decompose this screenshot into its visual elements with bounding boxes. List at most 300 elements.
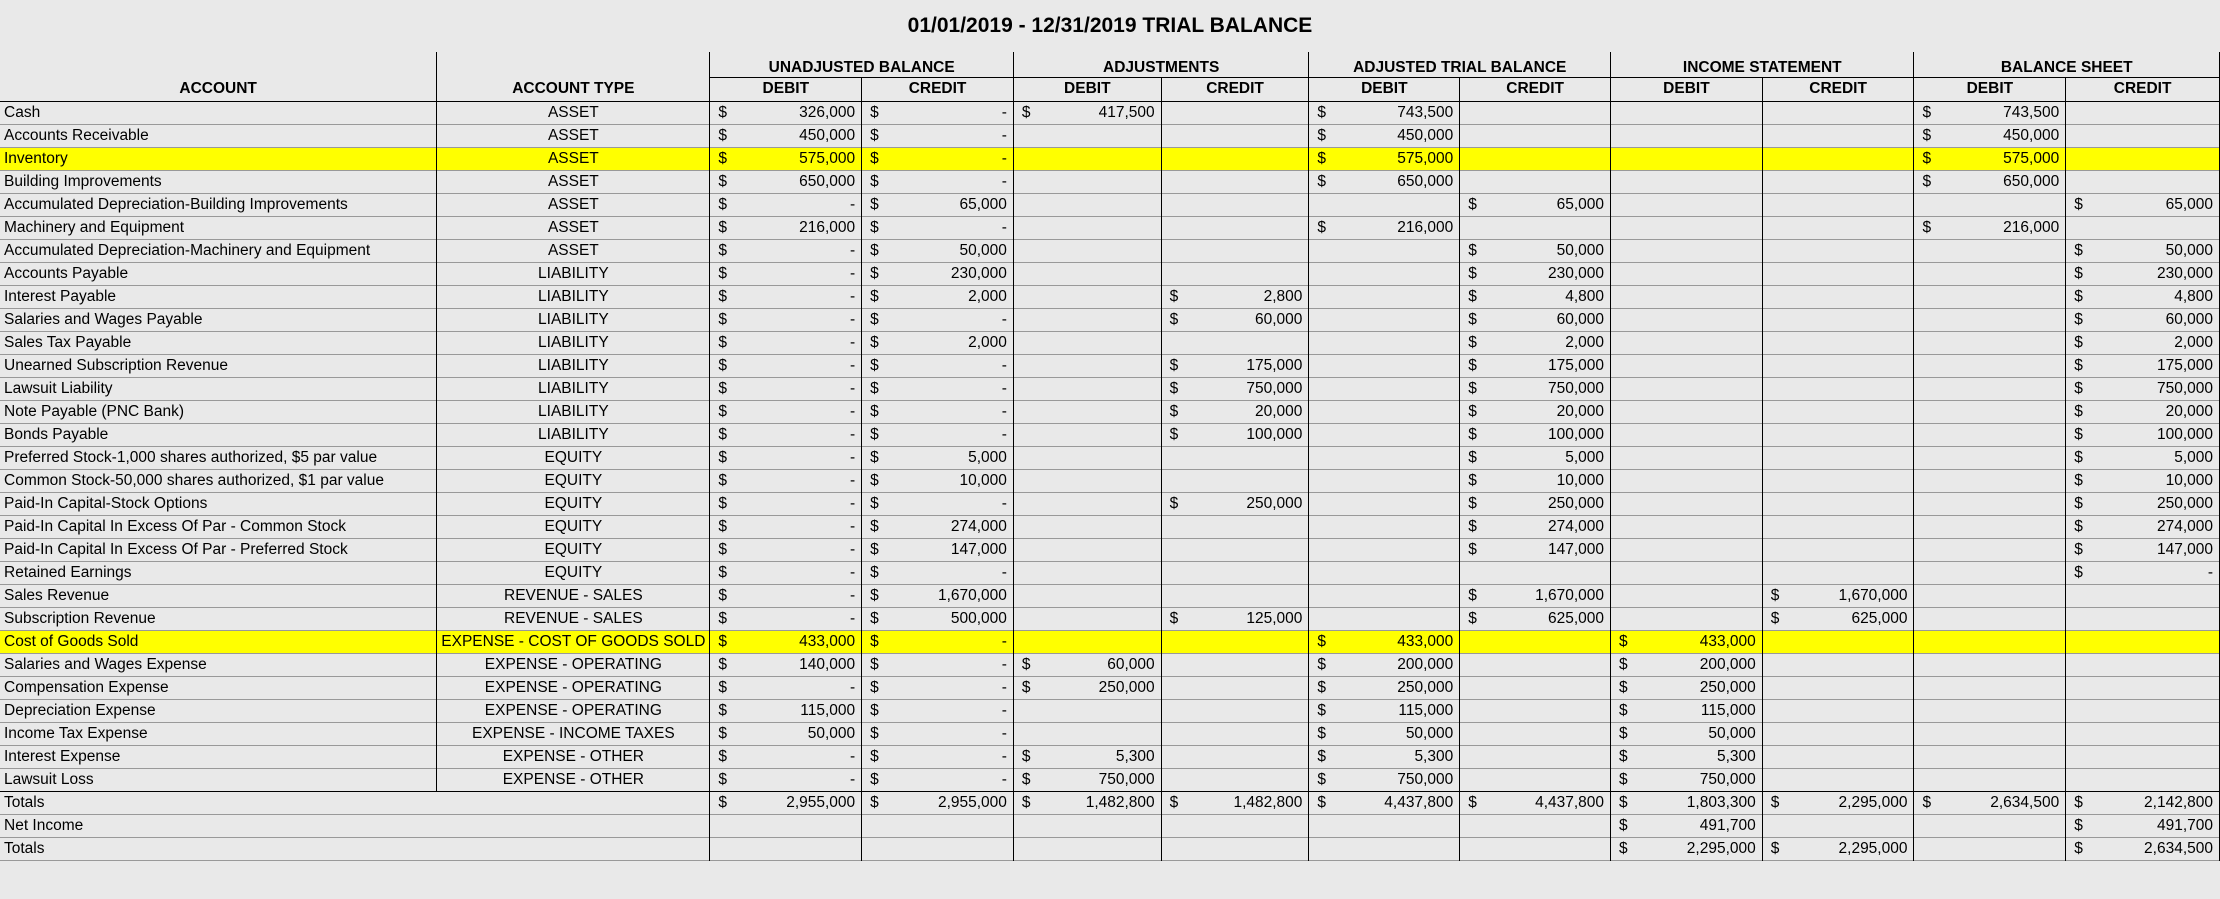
is-debit-cell[interactable] [1611,285,1763,308]
account-name-cell[interactable]: Preferred Stock-1,000 shares authorized, $5 par value [0,446,437,469]
account-type-cell[interactable]: REVENUE - SALES [437,607,710,630]
atb-debit-cell[interactable] [1309,745,1460,768]
atb-credit-cell[interactable] [1460,285,1611,308]
account-name-cell[interactable]: Lawsuit Loss [0,768,437,791]
adj-debit-cell[interactable] [1013,561,1161,584]
is-credit-cell[interactable] [1762,193,1914,216]
unadj-credit-cell[interactable] [862,722,1014,745]
account-name-cell[interactable]: Building Improvements [0,170,437,193]
bs-credit-cell[interactable] [2066,193,2220,216]
bs-debit-cell[interactable] [1914,653,2066,676]
is-credit-cell[interactable] [1762,101,1914,124]
bs-debit-cell[interactable] [1914,170,2066,193]
account-type-cell[interactable]: EXPENSE - OPERATING [437,699,710,722]
bs-debit-cell[interactable] [1914,630,2066,653]
bs-credit-cell[interactable] [2066,699,2220,722]
account-name-cell[interactable]: Cost of Goods Sold [0,630,437,653]
atb-credit-cell[interactable] [1460,630,1611,653]
account-type-cell[interactable]: EQUITY [437,515,710,538]
unadj-debit-cell[interactable] [710,630,862,653]
unadj-credit-cell[interactable] [862,446,1014,469]
unadj-credit-cell[interactable] [862,400,1014,423]
atb-debit-cell[interactable] [1309,676,1460,699]
adj-debit-cell[interactable] [1013,193,1161,216]
is-credit-cell[interactable] [1762,768,1914,791]
bs-credit-cell[interactable] [2066,561,2220,584]
account-type-cell[interactable]: EQUITY [437,469,710,492]
unadj-credit-cell[interactable] [862,354,1014,377]
adj-debit-cell[interactable] [1013,515,1161,538]
unadj-credit-cell[interactable] [862,308,1014,331]
atb-credit-cell[interactable] [1460,837,1611,860]
is-debit-cell[interactable] [1611,630,1763,653]
account-name-cell[interactable]: Accumulated Depreciation-Building Improvements [0,193,437,216]
is-credit-cell[interactable] [1762,837,1914,860]
atb-debit-cell[interactable] [1309,170,1460,193]
account-name-cell[interactable]: Cash [0,101,437,124]
atb-credit-cell[interactable] [1460,699,1611,722]
account-name-cell[interactable]: Subscription Revenue [0,607,437,630]
is-credit-cell[interactable] [1762,147,1914,170]
is-debit-cell[interactable] [1611,354,1763,377]
bs-debit-cell[interactable] [1914,722,2066,745]
is-credit-cell[interactable] [1762,239,1914,262]
atb-debit-cell[interactable] [1309,630,1460,653]
adj-debit-cell[interactable] [1013,400,1161,423]
adj-debit-cell[interactable] [1013,676,1161,699]
account-type-cell[interactable]: EXPENSE - OTHER [437,768,710,791]
adj-credit-cell[interactable] [1161,538,1309,561]
account-type-cell[interactable]: LIABILITY [437,354,710,377]
account-type-cell[interactable]: ASSET [437,124,710,147]
atb-credit-cell[interactable] [1460,170,1611,193]
is-credit-cell[interactable] [1762,745,1914,768]
is-credit-cell[interactable] [1762,630,1914,653]
atb-debit-cell[interactable] [1309,193,1460,216]
bs-credit-cell[interactable] [2066,170,2220,193]
adj-credit-cell[interactable] [1161,354,1309,377]
is-debit-cell[interactable] [1611,423,1763,446]
is-credit-cell[interactable] [1762,653,1914,676]
unadj-debit-cell[interactable] [710,745,862,768]
atb-credit-cell[interactable] [1460,354,1611,377]
account-name-cell[interactable]: Totals [0,791,437,814]
bs-debit-cell[interactable] [1914,354,2066,377]
bs-debit-cell[interactable] [1914,745,2066,768]
account-name-cell[interactable]: Accumulated Depreciation-Machinery and Equipment [0,239,437,262]
bs-credit-cell[interactable] [2066,354,2220,377]
bs-credit-cell[interactable] [2066,446,2220,469]
unadj-debit-cell[interactable] [710,147,862,170]
account-name-cell[interactable]: Paid-In Capital-Stock Options [0,492,437,515]
is-credit-cell[interactable] [1762,216,1914,239]
atb-credit-cell[interactable] [1460,423,1611,446]
account-name-cell[interactable]: Accounts Payable [0,262,437,285]
atb-credit-cell[interactable] [1460,814,1611,837]
adj-debit-cell[interactable] [1013,469,1161,492]
adj-credit-cell[interactable] [1161,124,1309,147]
unadj-debit-cell[interactable] [710,722,862,745]
account-name-cell[interactable]: Lawsuit Liability [0,377,437,400]
bs-debit-cell[interactable] [1914,262,2066,285]
adj-debit-cell[interactable] [1013,354,1161,377]
is-debit-cell[interactable] [1611,515,1763,538]
unadj-debit-cell[interactable] [710,561,862,584]
atb-debit-cell[interactable] [1309,699,1460,722]
bs-credit-cell[interactable] [2066,377,2220,400]
bs-credit-cell[interactable] [2066,607,2220,630]
unadj-debit-cell[interactable] [710,538,862,561]
atb-credit-cell[interactable] [1460,308,1611,331]
unadj-credit-cell[interactable] [862,331,1014,354]
adj-credit-cell[interactable] [1161,262,1309,285]
adj-debit-cell[interactable] [1013,285,1161,308]
account-type-cell[interactable]: EQUITY [437,446,710,469]
is-credit-cell[interactable] [1762,699,1914,722]
bs-credit-cell[interactable] [2066,285,2220,308]
atb-debit-cell[interactable] [1309,331,1460,354]
account-type-cell[interactable]: ASSET [437,193,710,216]
account-name-cell[interactable]: Retained Earnings [0,561,437,584]
bs-credit-cell[interactable] [2066,837,2220,860]
adj-debit-cell[interactable] [1013,446,1161,469]
unadj-debit-cell[interactable] [710,653,862,676]
adj-credit-cell[interactable] [1161,561,1309,584]
account-name-cell[interactable]: Salaries and Wages Expense [0,653,437,676]
adj-debit-cell[interactable] [1013,538,1161,561]
adj-debit-cell[interactable] [1013,308,1161,331]
account-type-cell[interactable]: EQUITY [437,538,710,561]
is-credit-cell[interactable] [1762,124,1914,147]
adj-debit-cell[interactable] [1013,814,1161,837]
is-debit-cell[interactable] [1611,745,1763,768]
atb-credit-cell[interactable] [1460,676,1611,699]
account-type-cell[interactable]: EXPENSE - OPERATING [437,653,710,676]
atb-debit-cell[interactable] [1309,216,1460,239]
bs-credit-cell[interactable] [2066,538,2220,561]
adj-debit-cell[interactable] [1013,147,1161,170]
adj-credit-cell[interactable] [1161,653,1309,676]
bs-credit-cell[interactable] [2066,584,2220,607]
account-type-cell[interactable] [437,814,710,837]
unadj-credit-cell[interactable] [862,469,1014,492]
atb-credit-cell[interactable] [1460,262,1611,285]
atb-credit-cell[interactable] [1460,538,1611,561]
unadj-debit-cell[interactable] [710,124,862,147]
adj-credit-cell[interactable] [1161,377,1309,400]
atb-debit-cell[interactable] [1309,653,1460,676]
is-debit-cell[interactable] [1611,653,1763,676]
is-debit-cell[interactable] [1611,791,1763,814]
is-debit-cell[interactable] [1611,492,1763,515]
adj-credit-cell[interactable] [1161,745,1309,768]
adj-credit-cell[interactable] [1161,423,1309,446]
account-name-cell[interactable]: Unearned Subscription Revenue [0,354,437,377]
is-debit-cell[interactable] [1611,584,1763,607]
adj-debit-cell[interactable] [1013,630,1161,653]
unadj-debit-cell[interactable] [710,676,862,699]
account-type-cell[interactable]: EXPENSE - OTHER [437,745,710,768]
account-type-cell[interactable]: LIABILITY [437,262,710,285]
is-debit-cell[interactable] [1611,400,1763,423]
unadj-debit-cell[interactable] [710,170,862,193]
is-credit-cell[interactable] [1762,791,1914,814]
is-debit-cell[interactable] [1611,170,1763,193]
bs-debit-cell[interactable] [1914,124,2066,147]
is-debit-cell[interactable] [1611,469,1763,492]
is-debit-cell[interactable] [1611,607,1763,630]
unadj-credit-cell[interactable] [862,699,1014,722]
atb-debit-cell[interactable] [1309,722,1460,745]
is-debit-cell[interactable] [1611,561,1763,584]
is-credit-cell[interactable] [1762,377,1914,400]
bs-credit-cell[interactable] [2066,423,2220,446]
bs-credit-cell[interactable] [2066,653,2220,676]
account-name-cell[interactable]: Salaries and Wages Payable [0,308,437,331]
is-credit-cell[interactable] [1762,469,1914,492]
atb-debit-cell[interactable] [1309,446,1460,469]
is-credit-cell[interactable] [1762,492,1914,515]
atb-credit-cell[interactable] [1460,446,1611,469]
adj-credit-cell[interactable] [1161,446,1309,469]
adj-credit-cell[interactable] [1161,699,1309,722]
bs-debit-cell[interactable] [1914,400,2066,423]
is-debit-cell[interactable] [1611,193,1763,216]
adj-debit-cell[interactable] [1013,239,1161,262]
atb-debit-cell[interactable] [1309,308,1460,331]
unadj-debit-cell[interactable] [710,285,862,308]
atb-credit-cell[interactable] [1460,101,1611,124]
atb-credit-cell[interactable] [1460,745,1611,768]
bs-credit-cell[interactable] [2066,492,2220,515]
bs-credit-cell[interactable] [2066,745,2220,768]
account-name-cell[interactable]: Sales Tax Payable [0,331,437,354]
is-credit-cell[interactable] [1762,170,1914,193]
account-type-cell[interactable]: LIABILITY [437,423,710,446]
bs-credit-cell[interactable] [2066,676,2220,699]
is-debit-cell[interactable] [1611,216,1763,239]
adj-credit-cell[interactable] [1161,469,1309,492]
atb-credit-cell[interactable] [1460,653,1611,676]
unadj-credit-cell[interactable] [862,837,1014,860]
unadj-debit-cell[interactable] [710,768,862,791]
bs-debit-cell[interactable] [1914,423,2066,446]
unadj-debit-cell[interactable] [710,354,862,377]
is-credit-cell[interactable] [1762,538,1914,561]
account-name-cell[interactable]: Sales Revenue [0,584,437,607]
unadj-debit-cell[interactable] [710,423,862,446]
atb-debit-cell[interactable] [1309,239,1460,262]
account-type-cell[interactable]: EQUITY [437,561,710,584]
account-type-cell[interactable]: EXPENSE - INCOME TAXES [437,722,710,745]
atb-credit-cell[interactable] [1460,791,1611,814]
account-type-cell[interactable]: LIABILITY [437,377,710,400]
is-debit-cell[interactable] [1611,722,1763,745]
atb-credit-cell[interactable] [1460,469,1611,492]
unadj-credit-cell[interactable] [862,515,1014,538]
is-credit-cell[interactable] [1762,722,1914,745]
adj-credit-cell[interactable] [1161,285,1309,308]
bs-credit-cell[interactable] [2066,239,2220,262]
unadj-credit-cell[interactable] [862,584,1014,607]
adj-debit-cell[interactable] [1013,607,1161,630]
adj-debit-cell[interactable] [1013,837,1161,860]
account-type-cell[interactable]: ASSET [437,239,710,262]
unadj-debit-cell[interactable] [710,837,862,860]
unadj-debit-cell[interactable] [710,216,862,239]
adj-credit-cell[interactable] [1161,584,1309,607]
bs-credit-cell[interactable] [2066,147,2220,170]
atb-debit-cell[interactable] [1309,607,1460,630]
unadj-credit-cell[interactable] [862,630,1014,653]
unadj-credit-cell[interactable] [862,124,1014,147]
unadj-credit-cell[interactable] [862,791,1014,814]
adj-debit-cell[interactable] [1013,653,1161,676]
bs-credit-cell[interactable] [2066,262,2220,285]
is-credit-cell[interactable] [1762,308,1914,331]
bs-debit-cell[interactable] [1914,561,2066,584]
atb-debit-cell[interactable] [1309,354,1460,377]
adj-debit-cell[interactable] [1013,124,1161,147]
adj-credit-cell[interactable] [1161,676,1309,699]
unadj-credit-cell[interactable] [862,377,1014,400]
unadj-credit-cell[interactable] [862,561,1014,584]
account-name-cell[interactable]: Note Payable (PNC Bank) [0,400,437,423]
unadj-credit-cell[interactable] [862,147,1014,170]
adj-debit-cell[interactable] [1013,768,1161,791]
account-type-cell[interactable]: LIABILITY [437,331,710,354]
account-name-cell[interactable]: Inventory [0,147,437,170]
unadj-debit-cell[interactable] [710,607,862,630]
unadj-debit-cell[interactable] [710,515,862,538]
atb-credit-cell[interactable] [1460,515,1611,538]
adj-credit-cell[interactable] [1161,791,1309,814]
atb-credit-cell[interactable] [1460,377,1611,400]
is-credit-cell[interactable] [1762,515,1914,538]
account-type-cell[interactable]: ASSET [437,101,710,124]
adj-debit-cell[interactable] [1013,423,1161,446]
is-credit-cell[interactable] [1762,331,1914,354]
bs-debit-cell[interactable] [1914,446,2066,469]
atb-credit-cell[interactable] [1460,239,1611,262]
account-type-cell[interactable]: LIABILITY [437,400,710,423]
account-type-cell[interactable] [437,791,710,814]
unadj-debit-cell[interactable] [710,469,862,492]
unadj-credit-cell[interactable] [862,492,1014,515]
is-credit-cell[interactable] [1762,262,1914,285]
account-type-cell[interactable]: REVENUE - SALES [437,584,710,607]
is-debit-cell[interactable] [1611,814,1763,837]
unadj-credit-cell[interactable] [862,101,1014,124]
atb-debit-cell[interactable] [1309,584,1460,607]
atb-credit-cell[interactable] [1460,492,1611,515]
atb-credit-cell[interactable] [1460,561,1611,584]
is-credit-cell[interactable] [1762,446,1914,469]
bs-debit-cell[interactable] [1914,768,2066,791]
adj-debit-cell[interactable] [1013,492,1161,515]
account-name-cell[interactable]: Paid-In Capital In Excess Of Par - Preferred Stock [0,538,437,561]
unadj-credit-cell[interactable] [862,239,1014,262]
atb-credit-cell[interactable] [1460,331,1611,354]
account-name-cell[interactable]: Interest Payable [0,285,437,308]
adj-credit-cell[interactable] [1161,101,1309,124]
adj-credit-cell[interactable] [1161,400,1309,423]
bs-credit-cell[interactable] [2066,308,2220,331]
is-debit-cell[interactable] [1611,446,1763,469]
atb-debit-cell[interactable] [1309,285,1460,308]
atb-debit-cell[interactable] [1309,837,1460,860]
bs-debit-cell[interactable] [1914,791,2066,814]
unadj-credit-cell[interactable] [862,676,1014,699]
atb-debit-cell[interactable] [1309,561,1460,584]
is-debit-cell[interactable] [1611,676,1763,699]
atb-debit-cell[interactable] [1309,423,1460,446]
unadj-debit-cell[interactable] [710,492,862,515]
bs-debit-cell[interactable] [1914,814,2066,837]
atb-debit-cell[interactable] [1309,791,1460,814]
bs-debit-cell[interactable] [1914,515,2066,538]
adj-debit-cell[interactable] [1013,331,1161,354]
unadj-debit-cell[interactable] [710,262,862,285]
account-type-cell[interactable]: ASSET [437,170,710,193]
atb-debit-cell[interactable] [1309,124,1460,147]
bs-debit-cell[interactable] [1914,584,2066,607]
account-type-cell[interactable]: ASSET [437,147,710,170]
is-debit-cell[interactable] [1611,147,1763,170]
unadj-debit-cell[interactable] [710,193,862,216]
bs-debit-cell[interactable] [1914,538,2066,561]
is-credit-cell[interactable] [1762,814,1914,837]
bs-debit-cell[interactable] [1914,837,2066,860]
is-debit-cell[interactable] [1611,124,1763,147]
adj-debit-cell[interactable] [1013,699,1161,722]
adj-debit-cell[interactable] [1013,791,1161,814]
unadj-credit-cell[interactable] [862,607,1014,630]
is-credit-cell[interactable] [1762,676,1914,699]
adj-debit-cell[interactable] [1013,722,1161,745]
atb-credit-cell[interactable] [1460,400,1611,423]
atb-debit-cell[interactable] [1309,101,1460,124]
bs-debit-cell[interactable] [1914,193,2066,216]
is-debit-cell[interactable] [1611,699,1763,722]
account-type-cell[interactable] [437,837,710,860]
is-debit-cell[interactable] [1611,101,1763,124]
atb-credit-cell[interactable] [1460,722,1611,745]
is-debit-cell[interactable] [1611,239,1763,262]
account-type-cell[interactable]: LIABILITY [437,308,710,331]
unadj-credit-cell[interactable] [862,262,1014,285]
adj-credit-cell[interactable] [1161,147,1309,170]
bs-credit-cell[interactable] [2066,331,2220,354]
bs-credit-cell[interactable] [2066,515,2220,538]
atb-credit-cell[interactable] [1460,193,1611,216]
unadj-debit-cell[interactable] [710,699,862,722]
is-debit-cell[interactable] [1611,837,1763,860]
unadj-debit-cell[interactable] [710,584,862,607]
atb-debit-cell[interactable] [1309,538,1460,561]
unadj-debit-cell[interactable] [710,400,862,423]
account-type-cell[interactable]: ASSET [437,216,710,239]
is-debit-cell[interactable] [1611,331,1763,354]
is-debit-cell[interactable] [1611,377,1763,400]
account-name-cell[interactable]: Machinery and Equipment [0,216,437,239]
bs-debit-cell[interactable] [1914,331,2066,354]
adj-credit-cell[interactable] [1161,722,1309,745]
bs-credit-cell[interactable] [2066,791,2220,814]
account-name-cell[interactable]: Paid-In Capital In Excess Of Par - Common Stock [0,515,437,538]
adj-credit-cell[interactable] [1161,216,1309,239]
unadj-credit-cell[interactable] [862,745,1014,768]
